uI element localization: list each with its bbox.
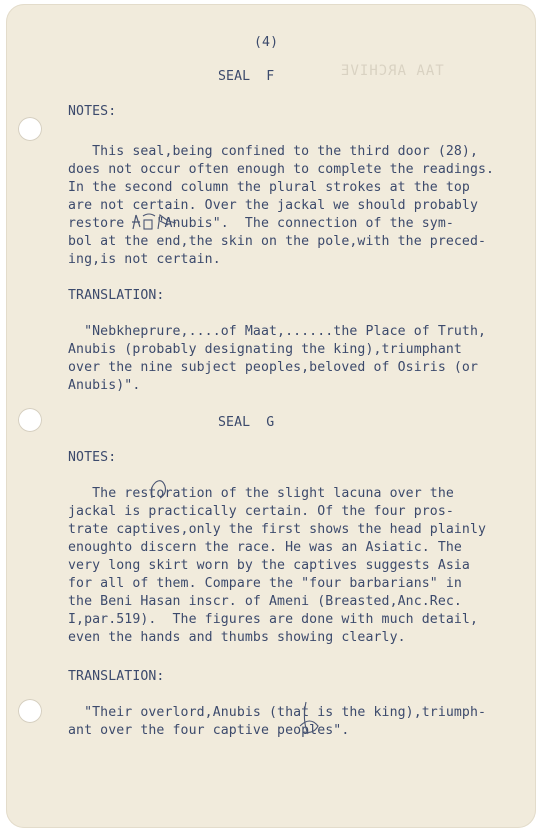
text-line: Anubis)". — [68, 378, 141, 393]
text-line: restore "Anubis". The connection of the sym- — [68, 216, 454, 231]
text-line: jackal is practically certain. Of the four pros- — [68, 504, 454, 519]
text-line: the Beni Hasan inscr. of Ameni (Breasted,Anc.Rec. — [68, 594, 462, 609]
binder-hole-middle — [18, 408, 42, 432]
text-line: bol at the end,the skin on the pole,with the preced- — [68, 234, 487, 249]
text-line: "Their overlord,Anubis (that is the king),triumph- — [68, 705, 487, 720]
text-line: ing,is not certain. — [68, 252, 221, 267]
archive-stamp: TAA ARCHIVE — [340, 63, 444, 79]
text-line: trate captives,only the first shows the head plainly — [68, 522, 487, 537]
text-line: In the second column the plural strokes at the top — [68, 180, 470, 195]
text-line: does not occur often enough to complete the readings. — [68, 162, 495, 177]
text-line: enoughto discern the race. He was an Asiatic. The — [68, 540, 462, 555]
text-line: Anubis (probably designating the king),triumphant — [68, 342, 462, 357]
hieroglyph-sketch — [130, 211, 178, 233]
seal-f-translation-heading: TRANSLATION: — [68, 288, 165, 303]
text-line: very long skirt worn by the captives suggests Asia — [68, 558, 470, 573]
text-line: are not certain. Over the jackal we should probably — [68, 198, 479, 213]
page-number: (4) — [254, 35, 279, 50]
text-line: I,par.519). The figures are done with much detail, — [68, 612, 479, 627]
text-line: "Nebkheprure,....of Maat,......the Place of Truth, — [68, 324, 487, 339]
text-line: The restoration of the slight lacuna over the — [68, 486, 454, 501]
seal-g-translation-heading: TRANSLATION: — [68, 669, 165, 684]
text-line: This seal,being confined to the third door (28), — [68, 144, 479, 159]
binder-hole-bottom — [18, 699, 42, 723]
text-line: ant over the four captive peoples". — [68, 723, 350, 738]
seal-g-notes-heading: NOTES: — [68, 450, 117, 465]
seal-f-notes-heading: NOTES: — [68, 104, 117, 119]
handwritten-correction-mark — [146, 478, 176, 502]
handwritten-correction-mark — [296, 700, 324, 740]
text-line: even the hands and thumbs showing clearly. — [68, 630, 406, 645]
seal-g-title: SEAL G — [218, 415, 275, 430]
binder-hole-top — [18, 117, 42, 141]
text-line: for all of them. Compare the "four barbarians" in — [68, 576, 462, 591]
text-line: over the nine subject peoples,beloved of Osiris (or — [68, 360, 479, 375]
seal-f-title: SEAL F — [218, 69, 275, 84]
